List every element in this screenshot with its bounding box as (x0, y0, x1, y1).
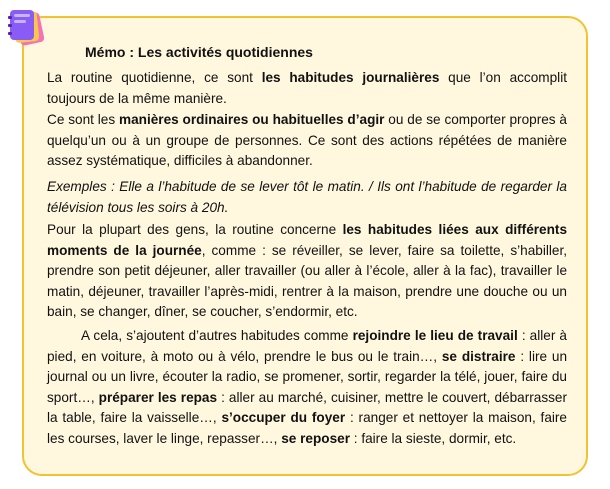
bold-text: se reposer (281, 430, 350, 446)
bold-text: rejoindre le lieu de travail (352, 328, 518, 343)
bold-text: les habitudes journalières (261, 70, 440, 85)
text: ou de se comporter propres à quelqu’un ou à un groupe de personnes. Ce sont des actions répétées de manière assez systématique, difficiles à abandonner. (47, 112, 567, 168)
text: Pour la plupart des gens, la routine concerne (47, 222, 343, 237)
bold-text: manières ordinaires ou habituelles d’agir (119, 112, 385, 127)
text: , comme : se réveiller, se lever, faire sa toilette, s’habiller, prendre son petit déjeuner, aller travailler (ou aller à l’école, aller à la fac), travailler le matin, déjeuner, travailler l’après-midi, rentrer à la maison, prendre une douche ou un bain, se changer, dîner, se coucher, s’endormir, etc. (47, 242, 567, 319)
text: : lire un journal ou un livre, écouter la radio, se promener, sortir, regarder la télé, jouer, faire du sport…, (47, 348, 568, 405)
text: : aller à pied, en voiture, à moto ou à vélo, prendre le bus ou le train…, (47, 328, 567, 364)
text: : aller au marché, cuisiner, mettre le couvert, débarrasser la table, faire la vaisselle…, (47, 389, 567, 425)
text: La routine quotidienne, ce sont (47, 70, 262, 85)
text: A cela, s’ajoutent d’autres habitudes comme (81, 328, 353, 343)
paragraph-daily-moments (47, 220, 567, 323)
bold-text: les habitudes liées aux différents moments de la journée (47, 222, 568, 258)
bold-text: se distraire (441, 348, 516, 364)
notebook-icon (4, 4, 50, 50)
paragraph-other-habits (47, 326, 567, 449)
text: Ce sont les (47, 112, 119, 127)
text: que l’on accomplit toujours de la même manière. (47, 70, 567, 106)
bold-text: s’occuper du foyer (221, 410, 346, 425)
text: : faire la sieste, dormir, etc. (349, 430, 517, 446)
bold-text: préparer les repas (98, 389, 218, 405)
paragraph-examples: Exemples : Elle a l’habitude de se lever tôt le matin. / Ils ont l’habitude de regarder la télévision tous les soirs à 20h. (47, 179, 567, 215)
paragraph-manners (47, 110, 567, 172)
paragraph-definition (47, 68, 567, 109)
text: : ranger et nettoyer la maison, faire les courses, laver le linge, repasser…, (47, 410, 567, 446)
memo-title: Mémo : Les activités quotidiennes (85, 44, 313, 60)
